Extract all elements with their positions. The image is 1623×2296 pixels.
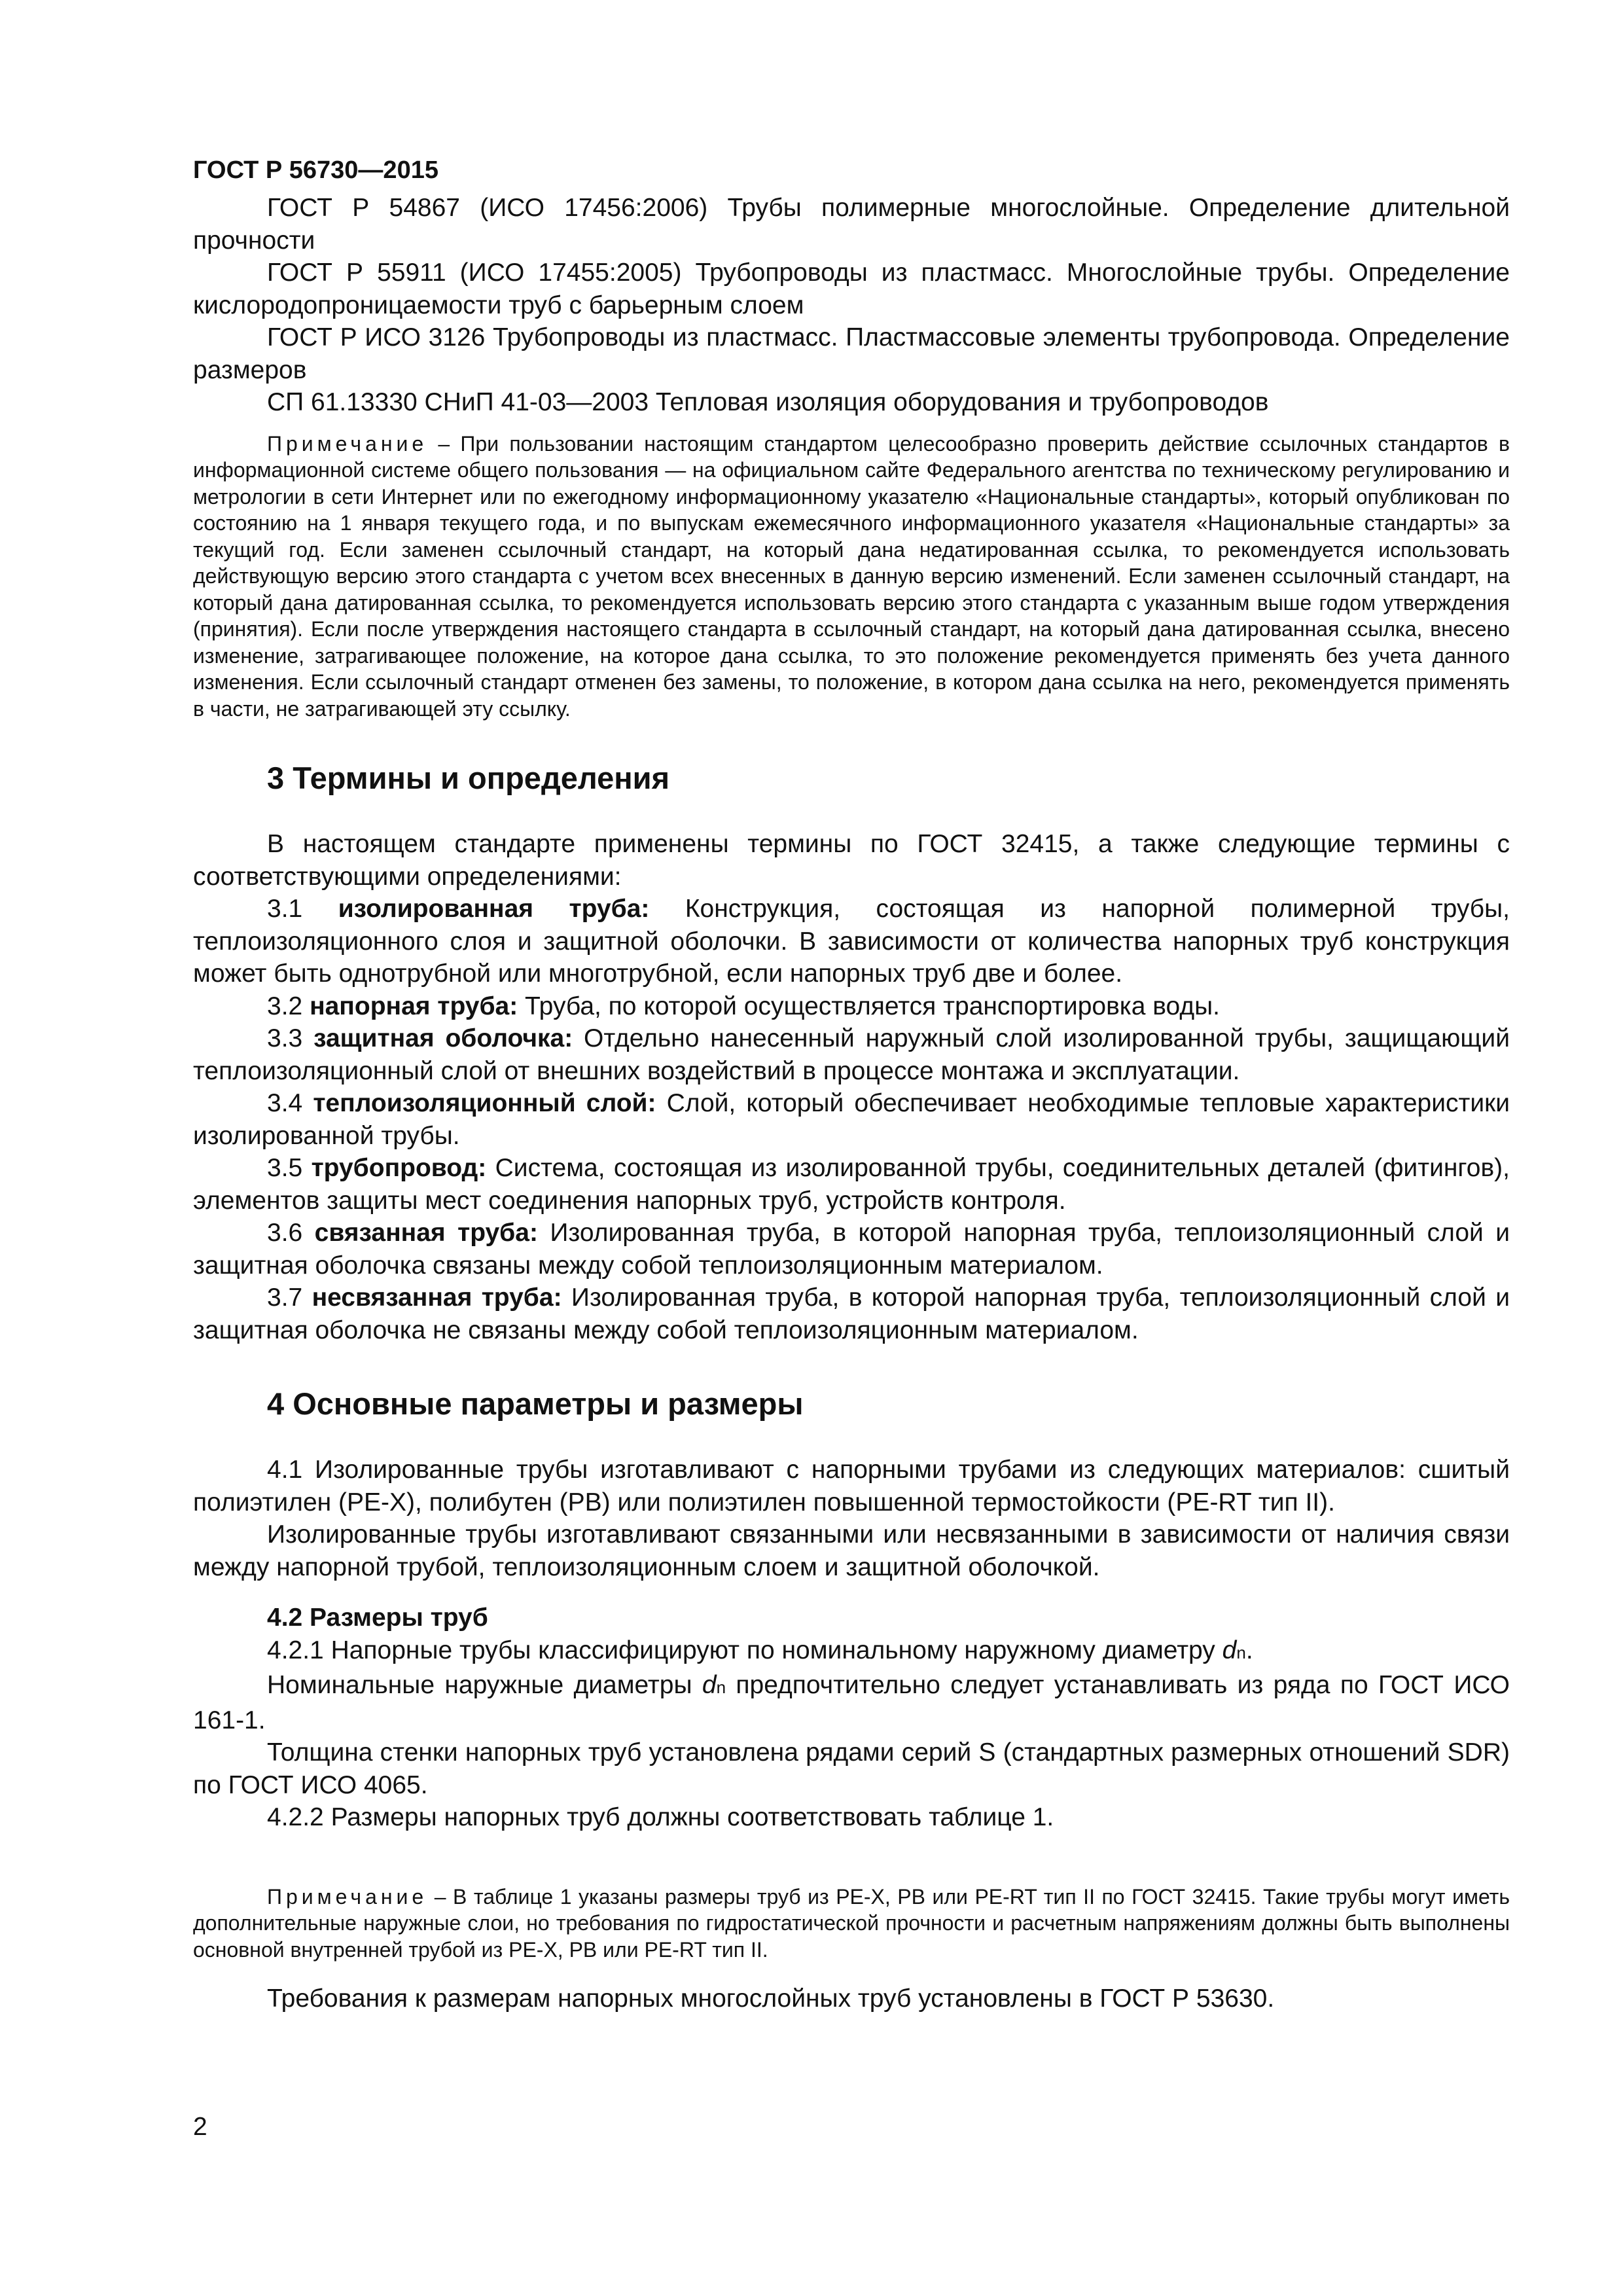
term-definition: 3.2 напорная труба: Труба, по которой осуществляется транспортировка воды. [267,992,1220,1020]
paragraph-4-2-1: 4.2.1 Напорные трубы классифицируют по номинальному наружному диаметру dn. [267,1636,1253,1664]
note-text: – В таблице 1 указаны размеры труб из PE-X, PB или PE-RT тип II по ГОСТ 32415. Такие трубы могут иметь дополнительные наружные слои, но требования по гидростатической прочности и расчетным напряжениям должны быть выполнены основной внутренней трубой из PE-X, PB или PE-RT тип II. [193,1884,1510,1962]
section-3-title: 3 Термины и определения [267,761,669,795]
dn-symbol: d [1222,1636,1237,1664]
note-label: Примечание [267,431,428,456]
section-3-intro: В настоящем стандарте применены термины по ГОСТ 32415, а также следующие термины с соответствующими определениями: [193,830,1510,891]
note-label: Примечание [267,1884,428,1909]
document-header: ГОСТ Р 56730—2015 [193,156,438,184]
reference-line: СП 61.13330 СНиП 41-03—2003 Тепловая изоляция оборудования и трубопроводов [267,388,1269,416]
term-definition: 3.4 теплоизоляционный слой: Слой, который обеспечивает необходимые тепловые характеристики изолированной трубы. [193,1089,1510,1150]
paragraph: Требования к размерам напорных многослойных труб установлены в ГОСТ Р 53630. [267,1984,1275,2013]
term-definition: 3.6 связанная труба: Изолированная труба, в которой напорная труба, теплоизоляционный слой и защитная оболочка связаны между собой теплоизоляционным материалом. [193,1219,1510,1280]
paragraph-4-1: 4.1 Изолированные трубы изготавливают с напорными трубами из следующих материалов: сшитый полиэтилен (PE-X), полибутен (PB) или полиэтилен повышенной термостойкости (PE-RT тип II). [193,1456,1510,1516]
paragraph-4-2-2: 4.2.2 Размеры напорных труб должны соответствовать таблице 1. [267,1803,1054,1831]
note-text: – При пользовании настоящим стандартом целесообразно проверить действие ссылочных стандартов в информационной системе общего пользования — на официальном сайте Федерального агентства по техническому регулированию и метрологии в сети Интернет или по ежегодному информационному указателю «Национальные стандарты», который опубликован по состоянию на 1 января текущего года, и по выпускам ежемесячного информационного указателя «Национальные стандарты» за текущий год. Если заменен ссылочный стандарт, на который дана недатированная ссылка, то рекомендуется использовать действующую версию этого стандарта с учетом всех внесенных в данную версию изменений. Если заменен ссылочный стандарт, на который дана датированная ссылка, то рекомендуется использовать версию этого стандарта с указанным выше годом утверждения (принятия). Если после утверждения настоящего стандарта в ссылочный стандарт, на который дана датированная ссылка, внесено изменение, затрагивающее положение, на которое дана ссылка, то это положение рекомендуется применять без учета данного изменения. Если ссылочный стандарт отменен без замены, то положение, в котором дана ссылка на него, рекомендуется применять в части, не затрагивающей эту ссылку. [193,431,1510,721]
term: трубопровод: [311,1154,487,1182]
subsection-4-2-title: 4.2 Размеры труб [267,1604,488,1632]
paragraph: Толщина стенки напорных труб установлена рядами серий S (стандартных размерных отношений SDR) по ГОСТ ИСО 4065. [193,1738,1510,1799]
term: несвязанная труба: [312,1283,562,1312]
reference-line: ГОСТ Р 55911 (ИСО 17455:2005) Трубопроводы из пластмасс. Многослойные трубы. Определение кислородопроницаемости труб с барьерным слоем [193,259,1510,319]
term-definition: 3.3 защитная оболочка: Отдельно нанесенный наружный слой изолированной трубы, защищающий теплоизоляционный слой от внешних воздействий в процессе монтажа и эксплуатации. [193,1024,1510,1085]
reference-line: ГОСТ Р ИСО 3126 Трубопроводы из пластмасс. Пластмассовые элементы трубопровода. Определение размеров [193,323,1510,384]
term: связанная труба: [314,1219,538,1247]
term-definition: 3.1 изолированная труба: Конструкция, состоящая из напорной полимерной трубы, теплоизоляционного слоя и защитной оболочки. В зависимости от количества напорных труб конструкция может быть однотрубной или многотрубной, если напорных труб две и более. [193,895,1510,988]
dn-symbol: d [702,1671,717,1699]
term: теплоизоляционный слой: [313,1089,656,1117]
section-4-title: 4 Основные параметры и размеры [267,1386,804,1421]
paragraph: Изолированные трубы изготавливают связанными или несвязанными в зависимости от наличия связи между напорной трубой, теплоизоляционным слоем и защитной оболочкой. [193,1520,1510,1581]
term-definition: 3.7 несвязанная труба: Изолированная труба, в которой напорная труба, теплоизоляционный слой и защитная оболочка не связаны между собой теплоизоляционным материалом. [193,1283,1510,1344]
paragraph: Номинальные наружные диаметры dn предпочтительно следует устанавливать из ряда по ГОСТ ИСО 161-1. [193,1671,1510,1734]
page-number: 2 [193,2113,207,2141]
term-definition: 3.5 трубопровод: Система, состоящая из изолированной трубы, соединительных деталей (фитингов), элементов защиты мест соединения напорных труб, устройств контроля. [193,1154,1510,1215]
document-page [193,154,1510,2015]
reference-line: ГОСТ Р 54867 (ИСО 17456:2006) Трубы полимерные многослойные. Определение длительной прочности [193,194,1510,255]
term: напорная труба: [310,992,518,1020]
reference-note [193,431,1510,723]
term: изолированная труба: [338,895,650,923]
term: защитная оболочка: [313,1024,573,1052]
table-note [193,1884,1510,1964]
